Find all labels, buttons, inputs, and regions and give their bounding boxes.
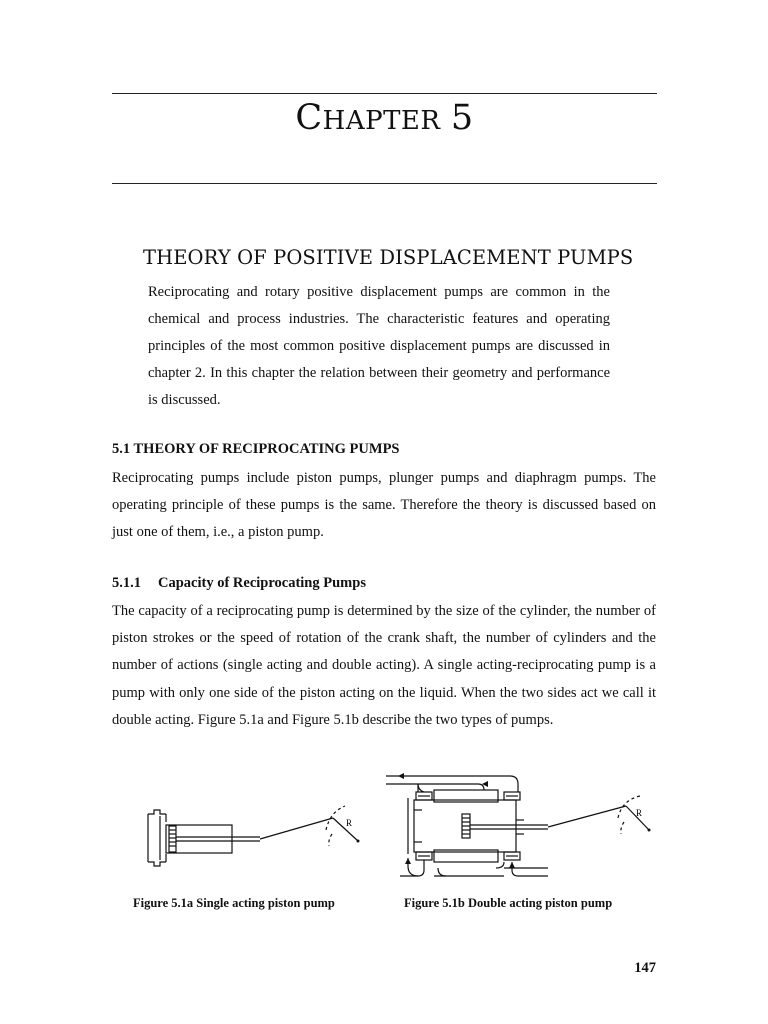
heading-5-1-1-text: Capacity of Reciprocating Pumps [158, 575, 366, 591]
figure-5-1a-caption: Figure 5.1a Single acting piston pump [133, 896, 335, 910]
chapter-word: HAPTER [322, 106, 441, 136]
figure-5-1b-crank-label: R [636, 808, 643, 818]
top-rule [112, 93, 657, 94]
intro-paragraph: Reciprocating and rotary positive displacement pumps are common in the chemical and process industries. The characteristic features and operating principles of the most common positive displacement pumps are discussed in chapter 2. In this chapter the relation between their geometry and performance is discussed. [148, 284, 610, 408]
figure-5-1a-diagram [140, 800, 370, 880]
page-number: 147 [634, 960, 656, 976]
chapter-initial: C [295, 98, 323, 138]
figure-5-1b-caption: Figure 5.1b Double acting piston pump [404, 896, 613, 910]
figure-5-1a-crank-label: R [346, 818, 353, 828]
section-title: THEORY OF POSITIVE DISPLACEMENT PUMPS [143, 246, 634, 269]
paragraph-5-1-1: The capacity of a reciprocating pump is determined by the size of the cylinder, the number of piston strokes or the speed of rotation of the crank shaft, the number of cylinders and the number of actions (single acting and double acting). A single acting-reciprocating pump is a pump with only one side of the piston acting on the liquid. When the two sides act we call it double acting. Figure 5.1a and Figure 5.1b describe the two types of pumps. [112, 603, 656, 728]
chapter-title [112, 98, 657, 138]
figure-5-1b-diagram [378, 770, 668, 882]
heading-5-1-1 [112, 575, 366, 592]
heading-5-1-1-number: 5.1.1 [112, 575, 141, 591]
bottom-rule [112, 183, 657, 184]
heading-5-1: 5.1 THEORY OF RECIPROCATING PUMPS [112, 441, 400, 457]
chapter-number: 5 [450, 98, 474, 138]
paragraph-5-1: Reciprocating pumps include piston pumps, plunger pumps and diaphragm pumps. The operating principle of these pumps is the same. Therefore the theory is discussed based on just one of them, i.e., a piston pump. [112, 470, 656, 541]
